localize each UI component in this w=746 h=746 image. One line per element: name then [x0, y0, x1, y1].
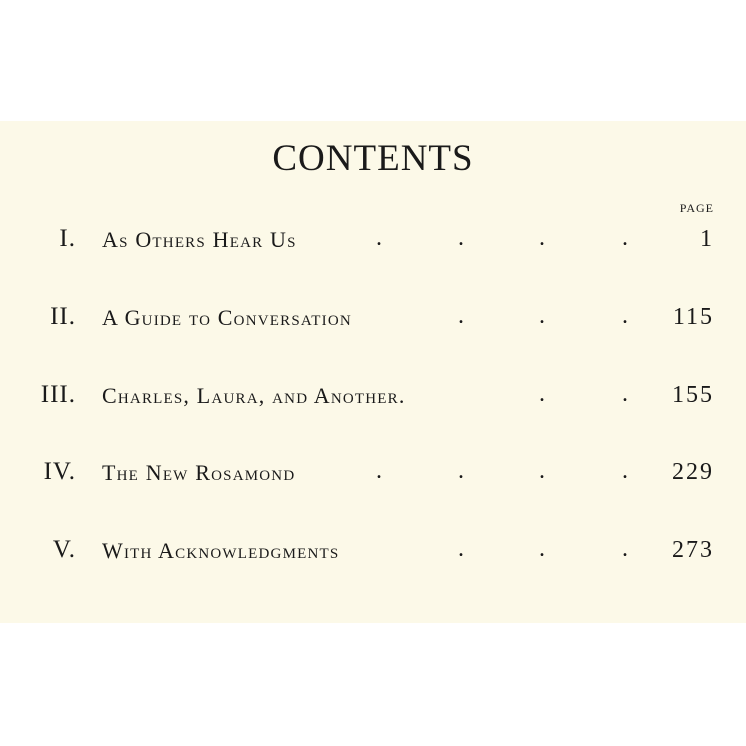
leader-dot: .: [458, 225, 464, 251]
leader-dot: .: [376, 458, 382, 484]
chapter-title: The New Rosamond: [102, 460, 296, 485]
page-column-label: PAGE: [679, 201, 714, 215]
toc-entry: [0, 303, 746, 337]
chapter-title: A Guide to Conversation: [102, 305, 352, 330]
chapter-numeral: II.: [50, 303, 76, 330]
toc-entry: [0, 225, 746, 259]
chapter-numeral: I.: [59, 225, 76, 252]
leader-dot: .: [539, 381, 545, 407]
leader-dot: .: [539, 225, 545, 251]
toc-entry: [0, 536, 746, 570]
chapter-numeral: III.: [40, 381, 76, 408]
chapter-numeral: IV.: [43, 458, 76, 485]
leader-dot: .: [458, 536, 464, 562]
leader-dot: .: [622, 536, 628, 562]
chapter-title: With Acknowledgments: [102, 538, 340, 563]
chapter-numeral: V.: [52, 536, 76, 563]
leader-dot: .: [622, 458, 628, 484]
page-number: 155: [672, 382, 714, 408]
leader-dot: .: [622, 381, 628, 407]
leader-dot: .: [539, 303, 545, 329]
book-page: [0, 121, 746, 623]
toc-entry: [0, 458, 746, 492]
leader-dot: .: [622, 303, 628, 329]
chapter-title: As Others Hear Us: [102, 227, 297, 252]
leader-dot: .: [539, 458, 545, 484]
chapter-title: Charles, Laura, and Another.: [102, 383, 406, 408]
leader-dot: .: [539, 536, 545, 562]
leader-dot: .: [458, 458, 464, 484]
page-number: 273: [672, 537, 714, 563]
page-title: CONTENTS: [272, 138, 474, 179]
leader-dot: .: [376, 225, 382, 251]
leader-dot: .: [458, 303, 464, 329]
page-number: 115: [672, 304, 714, 330]
page-number: 1: [700, 226, 714, 252]
toc-entry: [0, 381, 746, 415]
leader-dot: .: [622, 225, 628, 251]
page-number: 229: [672, 459, 714, 485]
